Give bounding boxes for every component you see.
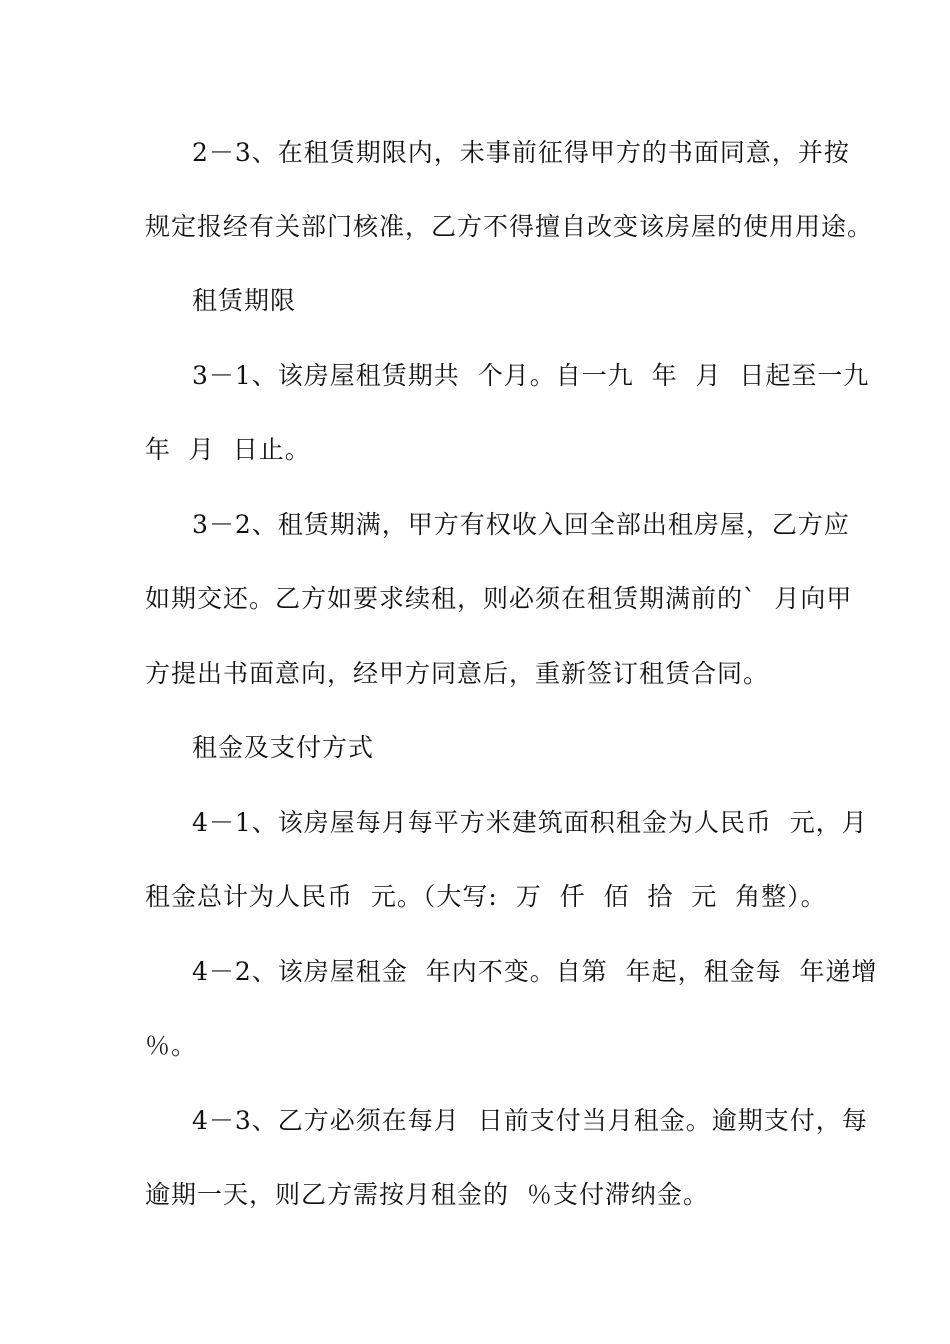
clause-4-3-line-1: 4－3、乙方必须在每月 日前支付当月租金。逾期支付，每	[192, 1106, 868, 1135]
clause-3-2-line-2: 如期交还。乙方如要求续租，则必须在租赁期满前的` 月向甲	[145, 584, 853, 613]
clause-3-2-line-3: 方提出书面意向，经甲方同意后，重新签订租赁合同。	[145, 659, 770, 688]
clause-4-3-line-2: 逾期一天，则乙方需按月租金的 ％支付滞纳金。	[145, 1180, 709, 1209]
clause-3-2-line-1: 3－2、租赁期满，甲方有权收入回全部出租房屋，乙方应	[192, 510, 850, 539]
clause-2-3-line-1: 2－3、在租赁期限内，未事前征得甲方的书面同意，并按	[192, 138, 850, 167]
clause-3-1-line-2: 年 月 日止。	[145, 435, 311, 464]
clause-4-1-line-1: 4－1、该房屋每月每平方米建筑面积租金为人民币 元，月	[192, 808, 868, 837]
clause-4-1-line-2: 租金总计为人民币 元。（大写: 万 仟 佰 拾 元 角整）。	[145, 882, 827, 911]
clause-2-3-line-2: 规定报经有关部门核准，乙方不得擅自改变该房屋的使用用途。	[145, 212, 874, 241]
section-heading-rent-payment: 租金及支付方式	[192, 733, 375, 762]
clause-4-2-line-1: 4－2、该房屋租金 年内不变。自第 年起，租金每 年递增	[192, 957, 878, 986]
section-heading-lease-term: 租赁期限	[192, 286, 297, 315]
clause-4-2-line-2: ％。	[145, 1031, 198, 1060]
clause-3-1-line-1: 3－1、该房屋租赁期共 个月。自一九 年 月 日起至一九	[192, 361, 870, 390]
